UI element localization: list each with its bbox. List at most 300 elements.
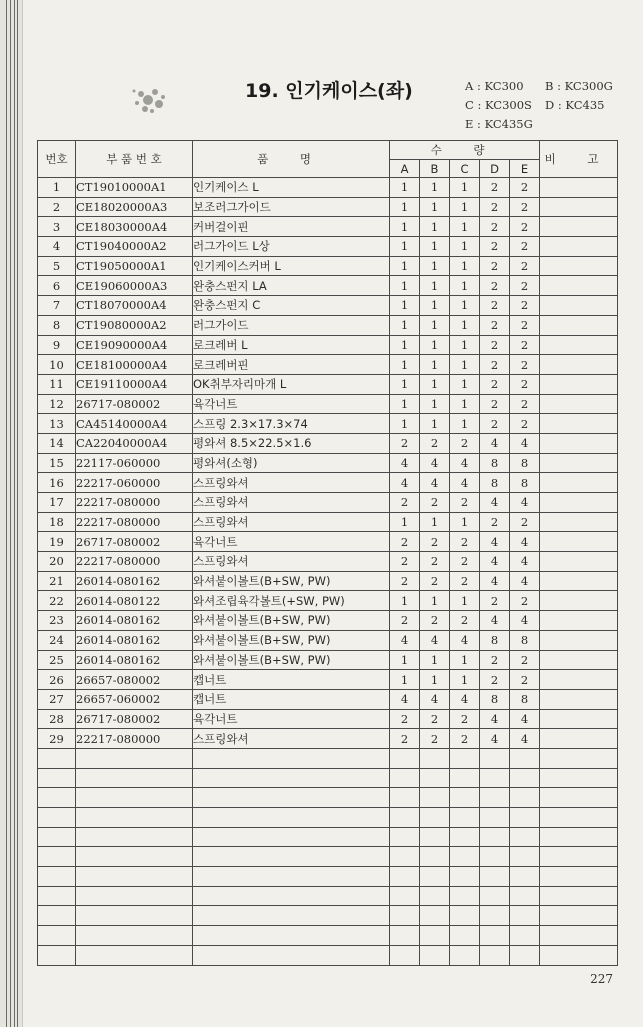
empty-cell <box>420 867 450 887</box>
qty-c: 4 <box>450 689 480 709</box>
empty-cell <box>510 906 540 926</box>
qty-c: 4 <box>450 630 480 650</box>
qty-c: 1 <box>450 197 480 217</box>
empty-row <box>38 827 618 847</box>
part-number: CE18100000A4 <box>76 355 193 375</box>
empty-cell <box>480 788 510 808</box>
table-row <box>38 670 618 690</box>
row-number: 4 <box>38 237 76 257</box>
qty-c: 4 <box>450 453 480 473</box>
qty-d: 4 <box>480 433 510 453</box>
part-number: 26014-080162 <box>76 650 193 670</box>
header-qty-d: D <box>480 160 510 178</box>
row-number: 25 <box>38 650 76 670</box>
row-number: 1 <box>38 178 76 198</box>
qty-c: 1 <box>450 296 480 316</box>
table-row <box>38 611 618 631</box>
row-number: 9 <box>38 335 76 355</box>
qty-d: 2 <box>480 670 510 690</box>
qty-d: 2 <box>480 591 510 611</box>
empty-cell <box>450 827 480 847</box>
part-name: OK취부자리마개 L <box>193 374 390 394</box>
empty-cell <box>193 768 390 788</box>
table-row <box>38 473 618 493</box>
empty-cell <box>76 827 193 847</box>
qty-d: 2 <box>480 256 510 276</box>
qty-a: 1 <box>390 355 420 375</box>
qty-c: 1 <box>450 335 480 355</box>
qty-a: 2 <box>390 493 420 513</box>
row-number: 13 <box>38 414 76 434</box>
qty-a: 1 <box>390 374 420 394</box>
empty-cell <box>450 788 480 808</box>
qty-b: 2 <box>420 571 450 591</box>
table-row <box>38 355 618 375</box>
qty-a: 1 <box>390 276 420 296</box>
part-number: CE19090000A4 <box>76 335 193 355</box>
remarks-cell <box>540 552 618 572</box>
empty-cell <box>420 945 450 965</box>
qty-e: 2 <box>510 512 540 532</box>
qty-b: 1 <box>420 512 450 532</box>
remarks-cell <box>540 394 618 414</box>
part-name: 와셔붙이볼트(B+SW, PW) <box>193 650 390 670</box>
remarks-cell <box>540 374 618 394</box>
qty-c: 1 <box>450 414 480 434</box>
qty-a: 1 <box>390 237 420 257</box>
empty-cell <box>510 886 540 906</box>
table-row <box>38 217 618 237</box>
qty-e: 2 <box>510 178 540 198</box>
empty-cell <box>193 847 390 867</box>
part-number: CE19060000A3 <box>76 276 193 296</box>
empty-cell <box>420 906 450 926</box>
qty-d: 2 <box>480 414 510 434</box>
table-row <box>38 414 618 434</box>
part-number: 22217-080000 <box>76 552 193 572</box>
qty-a: 2 <box>390 552 420 572</box>
empty-cell <box>480 906 510 926</box>
qty-e: 2 <box>510 670 540 690</box>
remarks-cell <box>540 630 618 650</box>
row-number: 6 <box>38 276 76 296</box>
qty-b: 1 <box>420 591 450 611</box>
empty-cell <box>193 886 390 906</box>
qty-c: 1 <box>450 276 480 296</box>
table-row <box>38 296 618 316</box>
empty-cell <box>76 886 193 906</box>
qty-d: 4 <box>480 709 510 729</box>
header-remarks: 비 고 <box>540 141 618 178</box>
table-row <box>38 591 618 611</box>
part-name: 커버걸이핀 <box>193 217 390 237</box>
empty-cell <box>510 945 540 965</box>
empty-cell <box>510 748 540 768</box>
binding-line <box>6 0 7 1027</box>
qty-c: 1 <box>450 591 480 611</box>
remarks-cell <box>540 237 618 257</box>
qty-e: 4 <box>510 729 540 749</box>
empty-cell <box>76 867 193 887</box>
empty-cell <box>450 906 480 926</box>
header-qty-e: E <box>510 160 540 178</box>
qty-d: 2 <box>480 355 510 375</box>
part-number: CE18030000A4 <box>76 217 193 237</box>
qty-b: 1 <box>420 296 450 316</box>
row-number: 20 <box>38 552 76 572</box>
row-number: 10 <box>38 355 76 375</box>
remarks-cell <box>540 315 618 335</box>
part-name: 러그가이드 <box>193 315 390 335</box>
ink-smudge <box>128 82 170 120</box>
qty-c: 1 <box>450 237 480 257</box>
remarks-cell <box>540 611 618 631</box>
qty-c: 2 <box>450 571 480 591</box>
qty-d: 2 <box>480 374 510 394</box>
qty-c: 1 <box>450 394 480 414</box>
part-name: 스프링 2.3×17.3×74 <box>193 414 390 434</box>
qty-b: 2 <box>420 729 450 749</box>
empty-row <box>38 847 618 867</box>
qty-c: 2 <box>450 729 480 749</box>
remarks-cell <box>540 473 618 493</box>
qty-d: 8 <box>480 689 510 709</box>
header-part-name: 품 명 <box>193 141 390 178</box>
qty-a: 1 <box>390 256 420 276</box>
qty-a: 1 <box>390 670 420 690</box>
empty-cell <box>450 847 480 867</box>
row-number: 28 <box>38 709 76 729</box>
empty-cell <box>480 886 510 906</box>
part-number: CT19040000A2 <box>76 237 193 257</box>
qty-c: 1 <box>450 650 480 670</box>
empty-cell <box>38 808 76 828</box>
qty-a: 1 <box>390 197 420 217</box>
empty-cell <box>450 808 480 828</box>
row-number: 11 <box>38 374 76 394</box>
row-number: 19 <box>38 532 76 552</box>
empty-cell <box>38 847 76 867</box>
qty-b: 1 <box>420 670 450 690</box>
remarks-cell <box>540 276 618 296</box>
qty-a: 4 <box>390 630 420 650</box>
part-number: 22117-060000 <box>76 453 193 473</box>
empty-cell <box>38 748 76 768</box>
qty-b: 1 <box>420 414 450 434</box>
qty-c: 2 <box>450 433 480 453</box>
qty-d: 4 <box>480 532 510 552</box>
qty-e: 2 <box>510 237 540 257</box>
row-number: 22 <box>38 591 76 611</box>
part-number: 26717-080002 <box>76 532 193 552</box>
qty-d: 8 <box>480 453 510 473</box>
empty-cell <box>540 827 618 847</box>
qty-e: 2 <box>510 296 540 316</box>
table-row <box>38 374 618 394</box>
empty-cell <box>480 847 510 867</box>
qty-d: 2 <box>480 217 510 237</box>
empty-cell <box>510 926 540 946</box>
empty-cell <box>76 768 193 788</box>
qty-a: 1 <box>390 394 420 414</box>
qty-e: 8 <box>510 630 540 650</box>
qty-b: 1 <box>420 335 450 355</box>
row-number: 21 <box>38 571 76 591</box>
qty-c: 1 <box>450 315 480 335</box>
table-row <box>38 237 618 257</box>
qty-b: 4 <box>420 473 450 493</box>
empty-cell <box>193 827 390 847</box>
qty-e: 2 <box>510 394 540 414</box>
part-name: 평와셔(소형) <box>193 453 390 473</box>
row-number: 29 <box>38 729 76 749</box>
row-number: 5 <box>38 256 76 276</box>
empty-cell <box>540 748 618 768</box>
qty-d: 2 <box>480 394 510 414</box>
remarks-cell <box>540 512 618 532</box>
table-row <box>38 315 618 335</box>
qty-b: 4 <box>420 689 450 709</box>
qty-a: 1 <box>390 335 420 355</box>
qty-c: 1 <box>450 217 480 237</box>
empty-cell <box>480 867 510 887</box>
qty-c: 2 <box>450 709 480 729</box>
remarks-cell <box>540 414 618 434</box>
part-name: 로크레버핀 <box>193 355 390 375</box>
row-number: 17 <box>38 493 76 513</box>
qty-d: 2 <box>480 178 510 198</box>
qty-a: 2 <box>390 709 420 729</box>
empty-cell <box>390 847 420 867</box>
qty-b: 1 <box>420 276 450 296</box>
part-name: 육각너트 <box>193 532 390 552</box>
empty-cell <box>540 768 618 788</box>
qty-c: 1 <box>450 670 480 690</box>
empty-row <box>38 768 618 788</box>
qty-b: 2 <box>420 709 450 729</box>
part-number: CT19080000A2 <box>76 315 193 335</box>
qty-a: 4 <box>390 689 420 709</box>
empty-row <box>38 748 618 768</box>
row-number: 18 <box>38 512 76 532</box>
qty-e: 2 <box>510 256 540 276</box>
row-number: 16 <box>38 473 76 493</box>
qty-a: 1 <box>390 512 420 532</box>
part-name: 스프링와셔 <box>193 552 390 572</box>
part-number: 26657-080002 <box>76 670 193 690</box>
model-legend-d: D : KC435 <box>545 98 605 112</box>
qty-b: 2 <box>420 433 450 453</box>
qty-a: 1 <box>390 217 420 237</box>
empty-cell <box>76 906 193 926</box>
qty-d: 4 <box>480 493 510 513</box>
qty-a: 1 <box>390 650 420 670</box>
empty-cell <box>390 926 420 946</box>
remarks-cell <box>540 650 618 670</box>
part-name: 인기케이스커버 L <box>193 256 390 276</box>
remarks-cell <box>540 709 618 729</box>
qty-e: 2 <box>510 374 540 394</box>
qty-a: 1 <box>390 296 420 316</box>
qty-d: 8 <box>480 630 510 650</box>
part-name: 평와셔 8.5×22.5×1.6 <box>193 433 390 453</box>
qty-b: 1 <box>420 217 450 237</box>
qty-d: 2 <box>480 237 510 257</box>
part-name: 완충스펀지 C <box>193 296 390 316</box>
qty-e: 2 <box>510 650 540 670</box>
part-name: 스프링와셔 <box>193 493 390 513</box>
remarks-cell <box>540 296 618 316</box>
empty-cell <box>390 808 420 828</box>
empty-cell <box>193 926 390 946</box>
part-name: 스프링와셔 <box>193 512 390 532</box>
header-qty-a: A <box>390 160 420 178</box>
qty-a: 2 <box>390 532 420 552</box>
qty-c: 2 <box>450 552 480 572</box>
remarks-cell <box>540 571 618 591</box>
empty-cell <box>420 788 450 808</box>
part-number: 22217-080000 <box>76 729 193 749</box>
empty-cell <box>76 945 193 965</box>
empty-cell <box>38 886 76 906</box>
empty-cell <box>38 945 76 965</box>
qty-a: 4 <box>390 473 420 493</box>
empty-row <box>38 906 618 926</box>
empty-cell <box>510 847 540 867</box>
remarks-cell <box>540 729 618 749</box>
qty-b: 1 <box>420 374 450 394</box>
empty-cell <box>510 808 540 828</box>
part-number: 26014-080162 <box>76 571 193 591</box>
part-name: 인기케이스 L <box>193 178 390 198</box>
empty-cell <box>540 926 618 946</box>
part-name: 육각너트 <box>193 709 390 729</box>
empty-cell <box>390 867 420 887</box>
empty-cell <box>38 768 76 788</box>
row-number: 24 <box>38 630 76 650</box>
empty-cell <box>510 788 540 808</box>
page-title: 19. 인기케이스(좌) <box>245 80 413 102</box>
empty-cell <box>193 808 390 828</box>
remarks-cell <box>540 178 618 198</box>
row-number: 2 <box>38 197 76 217</box>
qty-b: 1 <box>420 178 450 198</box>
empty-cell <box>450 867 480 887</box>
empty-row <box>38 886 618 906</box>
empty-cell <box>540 847 618 867</box>
qty-b: 2 <box>420 532 450 552</box>
part-name: 와셔붙이볼트(B+SW, PW) <box>193 630 390 650</box>
qty-d: 4 <box>480 611 510 631</box>
model-legend-c: C : KC300S <box>465 98 532 112</box>
binding-line <box>14 0 15 1027</box>
qty-c: 1 <box>450 374 480 394</box>
empty-row <box>38 867 618 887</box>
empty-cell <box>38 867 76 887</box>
table-row <box>38 709 618 729</box>
table-row <box>38 650 618 670</box>
qty-e: 2 <box>510 276 540 296</box>
part-name: 보조러그가이드 <box>193 197 390 217</box>
empty-cell <box>420 847 450 867</box>
table-row <box>38 729 618 749</box>
model-legend-b: B : KC300G <box>545 79 613 93</box>
part-name: 와셔붙이볼트(B+SW, PW) <box>193 571 390 591</box>
qty-b: 2 <box>420 611 450 631</box>
part-number: CA22040000A4 <box>76 433 193 453</box>
empty-cell <box>390 768 420 788</box>
page-number: 227 <box>590 972 613 986</box>
row-number: 14 <box>38 433 76 453</box>
qty-d: 2 <box>480 276 510 296</box>
remarks-cell <box>540 493 618 513</box>
qty-e: 2 <box>510 355 540 375</box>
qty-a: 1 <box>390 591 420 611</box>
part-number: 26657-060002 <box>76 689 193 709</box>
row-number: 12 <box>38 394 76 414</box>
empty-cell <box>480 945 510 965</box>
qty-b: 1 <box>420 237 450 257</box>
part-name: 완충스펀지 LA <box>193 276 390 296</box>
empty-cell <box>510 867 540 887</box>
table-row <box>38 433 618 453</box>
empty-cell <box>193 867 390 887</box>
empty-cell <box>540 886 618 906</box>
part-number: 26014-080162 <box>76 630 193 650</box>
empty-cell <box>420 808 450 828</box>
part-number: CA45140000A4 <box>76 414 193 434</box>
empty-cell <box>38 926 76 946</box>
qty-c: 1 <box>450 512 480 532</box>
qty-e: 4 <box>510 493 540 513</box>
empty-row <box>38 926 618 946</box>
empty-cell <box>450 926 480 946</box>
part-name: 육각너트 <box>193 394 390 414</box>
qty-d: 8 <box>480 473 510 493</box>
empty-cell <box>420 748 450 768</box>
empty-cell <box>390 945 420 965</box>
part-number: CT19050000A1 <box>76 256 193 276</box>
remarks-cell <box>540 689 618 709</box>
row-number: 27 <box>38 689 76 709</box>
part-number: CT18070000A4 <box>76 296 193 316</box>
empty-cell <box>390 886 420 906</box>
qty-d: 2 <box>480 296 510 316</box>
empty-cell <box>540 867 618 887</box>
qty-d: 4 <box>480 552 510 572</box>
part-number: 26014-080122 <box>76 591 193 611</box>
table-row <box>38 197 618 217</box>
part-name: 스프링와셔 <box>193 473 390 493</box>
empty-cell <box>193 748 390 768</box>
qty-e: 2 <box>510 217 540 237</box>
qty-e: 2 <box>510 335 540 355</box>
qty-b: 2 <box>420 552 450 572</box>
header-no: 번호 <box>38 141 76 178</box>
empty-cell <box>76 808 193 828</box>
empty-row <box>38 808 618 828</box>
table-row <box>38 532 618 552</box>
table-row <box>38 689 618 709</box>
qty-d: 4 <box>480 571 510 591</box>
model-legend-e: E : KC435G <box>465 117 533 131</box>
qty-d: 2 <box>480 650 510 670</box>
qty-c: 2 <box>450 532 480 552</box>
part-number: 22217-060000 <box>76 473 193 493</box>
qty-d: 2 <box>480 335 510 355</box>
part-number: 26717-080002 <box>76 394 193 414</box>
empty-cell <box>38 906 76 926</box>
